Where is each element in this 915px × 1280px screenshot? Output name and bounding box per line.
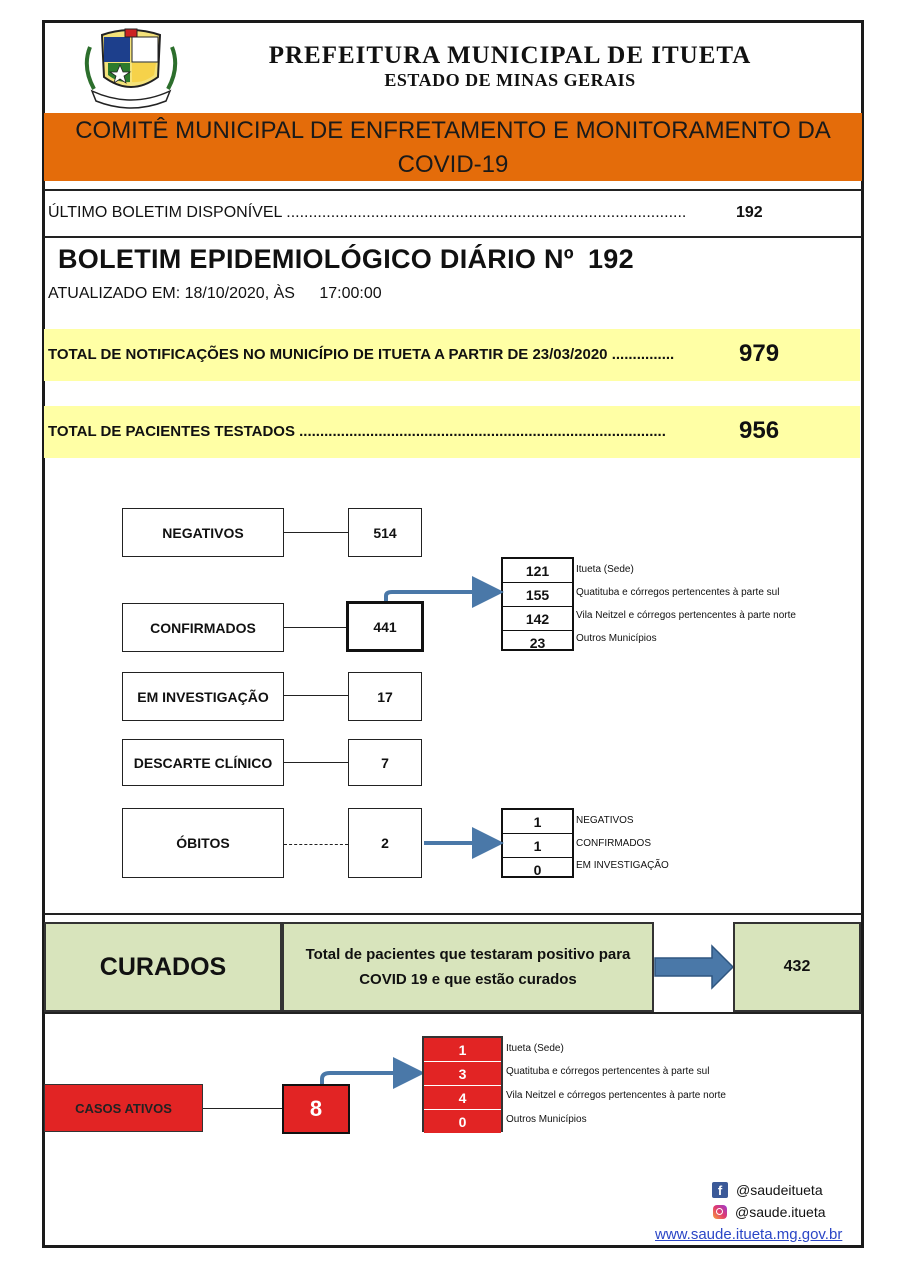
updated-label: ATUALIZADO EM: 18/10/2020, ÀS xyxy=(48,285,295,302)
recovered-value: 432 xyxy=(733,922,861,1012)
facebook-handle-text: @saudeitueta xyxy=(736,1182,823,1198)
recovered-description: Total de pacientes que testaram positivo para COVID 19 e que estão curados xyxy=(282,922,654,1012)
instagram-handle-text: @saude.itueta xyxy=(735,1204,826,1220)
active-breakdown-label: Outros Municípios xyxy=(506,1114,587,1125)
confirmed-breakdown-label: Itueta (Sede) xyxy=(576,564,634,575)
tested-label: TOTAL DE PACIENTES TESTADOS ........................................................................................ xyxy=(48,423,666,440)
negatives-label-box: NEGATIVOS xyxy=(122,508,284,557)
confirmed-breakdown-label: Vila Neitzel e córregos pertencentes à parte norte xyxy=(576,610,796,621)
committee-line-1: COMITÊ MUNICIPAL DE ENFRETAMENTO E MONITORAMENTO DA xyxy=(75,117,831,144)
active-breakdown-value: 1 xyxy=(424,1038,501,1062)
tested-value: 956 xyxy=(739,417,780,444)
active-arrow xyxy=(322,1073,417,1084)
last-bulletin-value: 192 xyxy=(736,204,763,221)
deaths-breakdown-label: NEGATIVOS xyxy=(576,815,634,826)
bulletin-number: 192 xyxy=(587,244,634,274)
notifications-value: 979 xyxy=(739,340,780,367)
divider xyxy=(44,913,862,915)
active-breakdown-label: Quatituba e córregos pertencentes à parte sul xyxy=(506,1066,710,1077)
recovered-label: CURADOS xyxy=(44,922,282,1012)
confirmed-arrow xyxy=(386,592,496,601)
deaths-breakdown-label: EM INVESTIGAÇÃO xyxy=(576,860,669,871)
active-cases-label: CASOS ATIVOS xyxy=(44,1084,203,1132)
website-link[interactable]: www.saude.itueta.mg.gov.br xyxy=(655,1226,843,1243)
active-breakdown-label: Itueta (Sede) xyxy=(506,1043,564,1054)
active-breakdown-value: 0 xyxy=(424,1110,501,1133)
discard-label-box: DESCARTE CLÍNICO xyxy=(122,739,284,786)
deaths-breakdown-value: 1 xyxy=(503,810,572,834)
connector-line xyxy=(203,1108,282,1109)
divider xyxy=(44,1012,862,1014)
bulletin-title-text: BOLETIM EPIDEMIOLÓGICO DIÁRIO Nº xyxy=(58,244,574,274)
deaths-breakdown-value: 0 xyxy=(533,861,542,878)
facebook-handle[interactable] xyxy=(712,1182,823,1198)
confirmed-value-box: 441 xyxy=(346,601,424,652)
deaths-value-box: 2 xyxy=(348,808,422,878)
facebook-icon: f xyxy=(712,1182,728,1198)
municipality-title: PREFEITURA MUNICIPAL DE ITUETA xyxy=(268,42,752,69)
confirmed-breakdown-value: 121 xyxy=(503,559,572,583)
confirmed-label-box: CONFIRMADOS xyxy=(122,603,284,652)
deaths-breakdown-label: CONFIRMADOS xyxy=(576,838,651,849)
deaths-label-box: ÓBITOS xyxy=(122,808,284,878)
active-breakdown-value: 4 xyxy=(424,1086,501,1110)
instagram-handle[interactable] xyxy=(713,1204,826,1220)
investigation-value-box: 17 xyxy=(348,672,422,721)
confirmed-breakdown-value: 155 xyxy=(503,583,572,607)
committee-line-2: COVID-19 xyxy=(397,151,509,178)
confirmed-breakdown-label: Outros Municípios xyxy=(576,633,657,644)
active-cases-value: 8 xyxy=(282,1084,350,1134)
confirmed-breakdown-value: 23 xyxy=(529,634,546,651)
discard-value-box: 7 xyxy=(348,739,422,786)
active-breakdown-value: 3 xyxy=(424,1062,501,1086)
updated-time: 17:00:00 xyxy=(319,285,382,302)
active-breakdown-table xyxy=(422,1036,503,1132)
last-bulletin-label: ÚLTIMO BOLETIM DISPONÍVEL .......................................................................................... xyxy=(48,204,687,221)
instagram-icon xyxy=(713,1205,727,1219)
confirmed-breakdown-value: 142 xyxy=(503,607,572,631)
state-subtitle: ESTADO DE MINAS GERAIS xyxy=(384,70,636,90)
deaths-breakdown-value: 1 xyxy=(503,834,572,858)
notifications-label: TOTAL DE NOTIFICAÇÕES NO MUNICÍPIO DE ITUETA A PARTIR DE 23/03/2020 ............... xyxy=(48,346,675,363)
confirmed-breakdown-label: Quatituba e córregos pertencentes à parte sul xyxy=(576,587,780,598)
active-breakdown-label: Vila Neitzel e córregos pertencentes à parte norte xyxy=(506,1090,726,1101)
recovered-arrow xyxy=(655,946,733,988)
investigation-label-box: EM INVESTIGAÇÃO xyxy=(122,672,284,721)
negatives-value-box: 514 xyxy=(348,508,422,557)
